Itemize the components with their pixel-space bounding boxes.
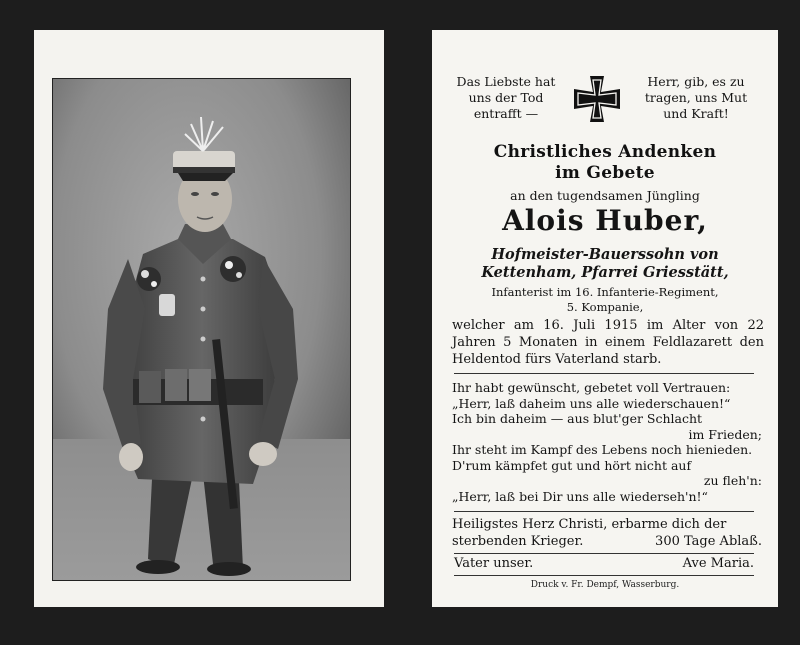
- soldier-portrait-image: [53, 79, 350, 580]
- verse-right-line: und Kraft!: [663, 106, 729, 121]
- deceased-name: Alois Huber,: [502, 204, 708, 237]
- poem-line: Ihr habt gewünscht, gebetet voll Vertrauen:: [452, 380, 731, 395]
- indulgence-text: 300 Tage Ablaß.: [655, 534, 762, 549]
- footer-left: Vater unser.: [454, 556, 534, 571]
- unit-line: Infanterist im 16. Infanterie-Regiment,: [491, 285, 719, 299]
- verse-left-line: Das Liebste hat: [456, 74, 556, 89]
- prayer-line: Heiligstes Herz Christi, erbarme dich der: [452, 517, 727, 532]
- verse-left: [442, 74, 570, 122]
- header-row: [432, 74, 778, 144]
- poem: [452, 380, 762, 504]
- occupation-line: Kettenham, Pfarrei Griesstätt,: [481, 264, 729, 281]
- card-title: [432, 142, 778, 184]
- verse-right-line: tragen, uns Mut: [644, 90, 748, 105]
- footer-right: Ave Maria.: [682, 556, 754, 571]
- verse-right: [632, 74, 760, 122]
- prayer-line-2: [452, 533, 762, 550]
- memorial-card: [432, 30, 778, 607]
- poem-line: im Frieden;: [688, 426, 762, 442]
- poem-line: Ihr steht im Kampf des Lebens noch hienieden.: [452, 442, 753, 457]
- title-line: im Gebete: [555, 163, 655, 183]
- verse-right-line: Herr, gib, es zu: [647, 74, 745, 89]
- poem-line: „Herr, laß bei Dir uns alle wiederseh'n!“: [452, 488, 708, 504]
- iron-cross-icon: [572, 74, 622, 124]
- portrait-card: [34, 30, 384, 607]
- unit-line: 5. Kompanie,: [566, 300, 644, 314]
- divider: [454, 553, 754, 554]
- divider: [454, 373, 754, 374]
- occupation-line: Hofmeister-Bauerssohn von: [491, 246, 719, 263]
- poem-line: „Herr, laß daheim uns alle wiederschauen!“: [452, 395, 731, 411]
- death-text: welcher am 16. Juli 1915 im Alter von 22 Jahren 5 Monaten in einem Feldlazarett den Heldentod fürs Vaterland starb.: [452, 318, 764, 367]
- footer-row: [454, 556, 754, 571]
- divider: [454, 511, 754, 512]
- poem-line: Ich bin daheim — aus blut'ger Schlacht: [452, 411, 703, 426]
- prayer: [452, 516, 762, 550]
- verse-left-line: uns der Tod: [468, 90, 544, 105]
- title-line: Christliches Andenken: [493, 142, 717, 162]
- soldier-portrait-photo: [52, 78, 351, 581]
- divider: [454, 575, 754, 576]
- prayer-line-left: sterbenden Krieger.: [452, 534, 584, 549]
- poem-line: D'rum kämpfet gut und hört nicht auf: [452, 457, 692, 473]
- verse-left-line: entrafft —: [473, 106, 539, 121]
- printer-credit: Druck v. Fr. Dempf, Wasserburg.: [530, 580, 680, 590]
- intro-line: an den tugendsamen Jüngling: [510, 188, 700, 203]
- poem-line: zu fleh'n:: [703, 473, 762, 488]
